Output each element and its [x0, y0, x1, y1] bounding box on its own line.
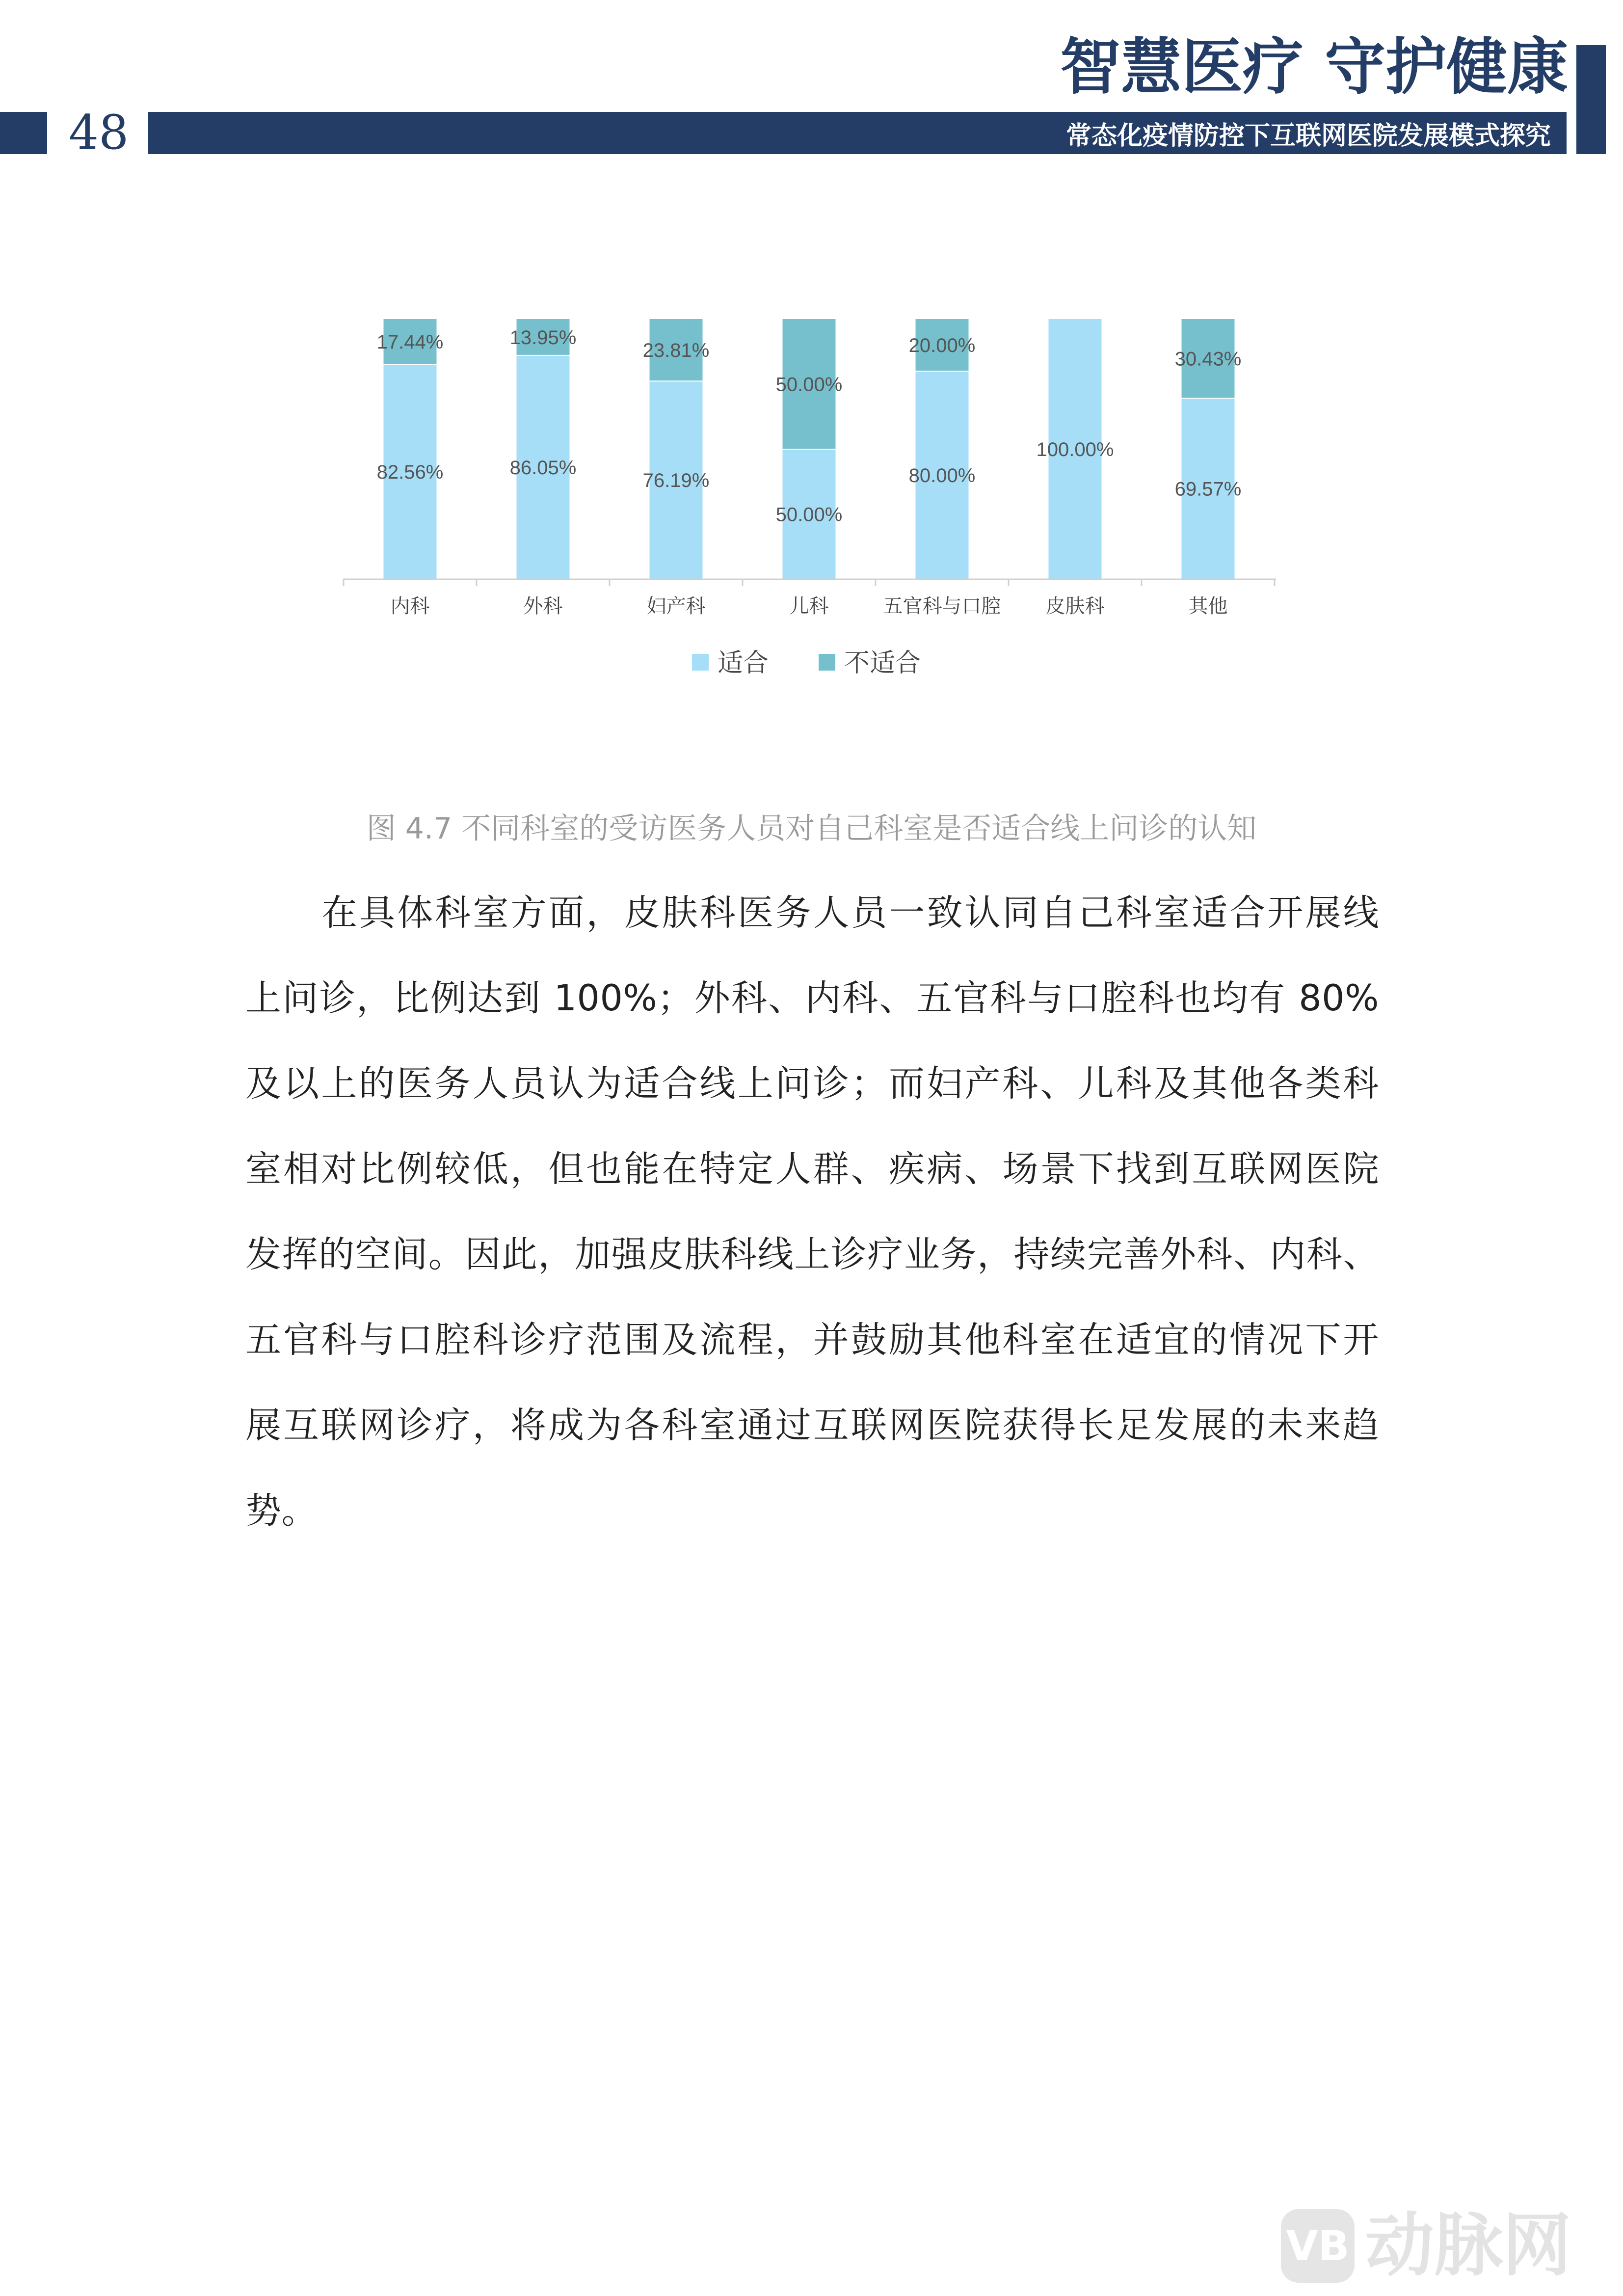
data-label-fit: 50.00%: [775, 504, 843, 526]
category-label: 五官科与口腔: [883, 595, 1001, 618]
header-title: 智慧医疗 守护健康: [1060, 31, 1568, 103]
header-right-bar: [1576, 45, 1606, 154]
chart-bars: [377, 319, 1242, 579]
data-label-fit: 69.57%: [1174, 478, 1242, 500]
body-line: 室相对比例较低，但也能在特定人群、疾病、场景下找到互联网医院: [245, 1148, 1379, 1190]
page-number: 48: [69, 105, 129, 160]
legend-label: 不适合: [844, 648, 921, 678]
data-label-fit: 82.56%: [376, 461, 444, 484]
category-label: 其他: [1188, 595, 1228, 618]
watermark-logo-icon: VB: [1281, 2209, 1355, 2283]
body-line: 势。: [245, 1490, 318, 1532]
category-labels: [391, 595, 1228, 618]
data-label-unfit: 20.00%: [908, 335, 976, 356]
body-line: 五官科与口腔科诊疗范围及流程，并鼓励其他科室在适宜的情况下开: [245, 1319, 1379, 1361]
category-label: 外科: [523, 595, 563, 618]
body-line: 发挥的空间。因此，加强皮肤科线上诊疗业务，持续完善外科、内科、: [245, 1234, 1379, 1275]
header-left-bar: [0, 112, 47, 154]
legend-swatch: [819, 654, 835, 671]
body-line: 展互联网诊疗，将成为各科室通过互联网医院获得长足发展的未来趋: [245, 1405, 1379, 1446]
legend-label: 适合: [718, 648, 769, 678]
category-label: 儿科: [789, 595, 829, 618]
body-line: 及以上的医务人员认为适合线上问诊；而妇产科、儿科及其他各类科: [245, 1063, 1379, 1105]
category-label: 皮肤科: [1045, 595, 1105, 618]
data-label-fit: 80.00%: [908, 465, 976, 486]
body-line: 在具体科室方面，皮肤科医务人员一致认同自己科室适合开展线: [321, 892, 1379, 934]
body-line: 上问诊，比例达到 100%；外科、内科、五官科与口腔科也均有 80%: [245, 977, 1379, 1019]
x-axis-ticks: [344, 579, 1275, 586]
data-label-unfit: 50.00%: [775, 374, 843, 396]
category-label: 内科: [390, 595, 430, 618]
data-label-unfit: 23.81%: [642, 340, 710, 362]
chart-legend: [692, 648, 921, 678]
watermark-text: 动脉网: [1365, 2206, 1572, 2286]
header-subtitle: 常态化疫情防控下互联网医院发展模式探究: [1065, 120, 1551, 151]
header-band: [148, 112, 1567, 154]
legend-swatch: [692, 654, 709, 671]
data-label-unfit: 17.44%: [376, 331, 444, 353]
category-label: 妇产科: [646, 595, 706, 618]
data-label-fit: 100.00%: [1036, 439, 1114, 460]
data-label-unfit: 30.43%: [1174, 348, 1242, 370]
figure-caption: 图 4.7 不同科室的受访医务人员对自己科室是否适合线上问诊的认知: [366, 811, 1257, 846]
data-label-fit: 76.19%: [642, 470, 710, 492]
data-label-unfit: 13.95%: [509, 326, 577, 349]
watermark: [1281, 2204, 1605, 2288]
stacked-bar-chart: [314, 295, 1305, 697]
data-label-fit: 86.05%: [509, 457, 577, 479]
